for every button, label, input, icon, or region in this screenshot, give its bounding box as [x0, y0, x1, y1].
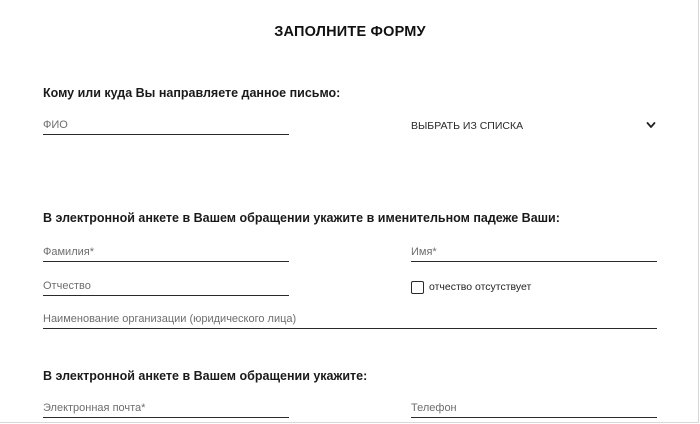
surname-input[interactable]	[43, 243, 289, 261]
patronymic-field	[43, 277, 289, 296]
patronymic-input[interactable]	[43, 277, 289, 295]
form-title: ЗАПОЛНИТЕ ФОРМУ	[274, 24, 426, 40]
surname-field	[43, 243, 289, 262]
name-field	[411, 243, 657, 262]
email-input[interactable]	[43, 399, 289, 417]
chevron-down-icon	[645, 118, 657, 132]
recipient-select[interactable]	[411, 117, 657, 135]
organization-input[interactable]	[43, 310, 657, 328]
name-input[interactable]	[411, 243, 657, 261]
organization-field	[43, 310, 657, 329]
recipient-select-label: ВЫБРАТЬ ИЗ СПИСКА	[411, 120, 524, 132]
personal-heading: В электронной анкете в Вашем обращении укажите в именительном падеже Ваши:	[43, 211, 560, 225]
email-field	[43, 399, 289, 418]
contacts-heading: В электронной анкете в Вашем обращении укажите:	[43, 369, 368, 383]
no-patronymic-checkbox[interactable]	[411, 281, 424, 294]
fio-input[interactable]	[43, 116, 289, 134]
no-patronymic-label[interactable]: отчество отсутствует	[429, 281, 532, 293]
phone-field	[411, 399, 657, 418]
fio-field	[43, 116, 289, 135]
recipient-heading: Кому или куда Вы направляете данное письмо:	[43, 86, 341, 100]
phone-input[interactable]	[411, 399, 657, 417]
